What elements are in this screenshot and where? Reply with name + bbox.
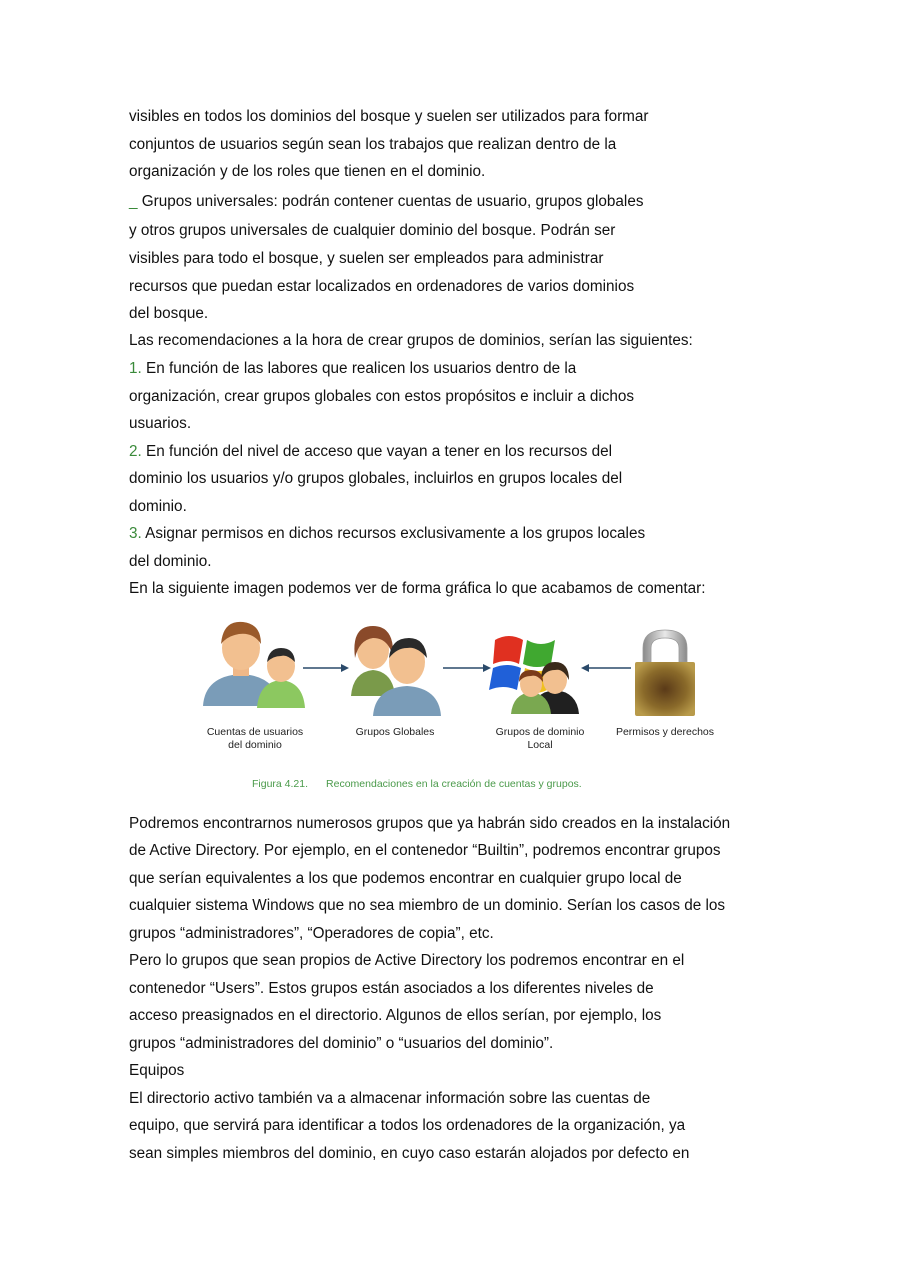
domain-local-label xyxy=(480,726,600,752)
text-span: En función de las labores que realicen los usuarios dentro de la xyxy=(141,360,577,377)
text-line: equipo, que servirá para identificar a todos los ordenadores de la organización, ya xyxy=(129,1117,686,1134)
text-line: visibles en todos los dominios del bosque y suelen ser utilizados para formar xyxy=(129,108,649,125)
figure-caption xyxy=(252,778,582,790)
label-line: del dominio xyxy=(228,739,282,751)
section-heading: Equipos xyxy=(129,1062,185,1079)
text-span: En función del nivel de acceso que vayan a tener en los recursos del xyxy=(141,443,613,460)
text-line: grupos “administradores”, “Operadores de copia”, etc. xyxy=(129,925,494,942)
text-line: que serían equivalentes a los que podemos encontrar en cualquier grupo local de xyxy=(129,870,682,887)
lock-icon xyxy=(635,630,695,716)
text-line: usuarios. xyxy=(129,415,192,432)
recommendations-figure xyxy=(195,618,735,798)
text-line: de Active Directory. Por ejemplo, en el contenedor “Builtin”, podremos encontrar grupos xyxy=(129,842,721,859)
permissions-label: Permisos y derechos xyxy=(615,726,715,738)
user-accounts-label xyxy=(185,726,325,752)
universal-groups-line xyxy=(129,192,643,212)
text-line: cualquier sistema Windows que no sea miembro de un dominio. Serían los casos de los xyxy=(129,897,726,914)
text-line: recursos que puedan estar localizados en ordenadores de varios dominios xyxy=(129,278,635,295)
text-line: sean simples miembros del dominio, en cuyo caso estarán alojados por defecto en xyxy=(129,1145,690,1162)
global-groups-label: Grupos Globales xyxy=(355,726,435,738)
global-groups-icon xyxy=(351,626,441,716)
recommendations-intro: Las recomendaciones a la hora de crear grupos de dominios, serían las siguientes: xyxy=(129,332,693,349)
step-1-line xyxy=(129,359,576,379)
arrow-left-icon xyxy=(581,664,631,672)
label-line: Local xyxy=(527,739,553,751)
caption-text: Recomendaciones en la creación de cuentas y grupos. xyxy=(326,778,582,790)
text-span: Asignar permisos en dichos recursos exclusivamente a los grupos locales xyxy=(141,525,646,542)
text-line: visibles para todo el bosque, y suelen ser empleados para administrar xyxy=(129,250,604,267)
text-line: organización, crear grupos globales con estos propósitos e incluir a dichos xyxy=(129,388,635,405)
image-intro: En la siguiente imagen podemos ver de forma gráfica lo que acabamos de comentar: xyxy=(129,580,706,597)
text-line: grupos “administradores del dominio” o “usuarios del dominio”. xyxy=(129,1035,554,1052)
text-line: El directorio activo también va a almacenar información sobre las cuentas de xyxy=(129,1090,651,1107)
step-number: 3. xyxy=(129,525,142,542)
step-number: 1. xyxy=(129,360,142,377)
text-line: del dominio. xyxy=(129,553,212,570)
bullet-marker: _ xyxy=(129,193,138,210)
step-2-line xyxy=(129,442,612,462)
step-number: 2. xyxy=(129,443,142,460)
text-line: dominio. xyxy=(129,498,187,515)
domain-local-groups-icon xyxy=(489,636,579,714)
arrow-right-icon xyxy=(443,664,491,672)
text-line: contenedor “Users”. Estos grupos están asociados a los diferentes niveles de xyxy=(129,980,654,997)
caption-number: Figura 4.21. xyxy=(252,778,309,790)
label-line: Grupos de dominio xyxy=(495,726,585,738)
text-line: del bosque. xyxy=(129,305,209,322)
text-span: Grupos universales: podrán contener cuentas de usuario, grupos globales xyxy=(137,193,644,210)
arrow-right-icon xyxy=(303,664,349,672)
text-line: acceso preasignados en el directorio. Algunos de ellos serían, por ejemplo, los xyxy=(129,1007,662,1024)
text-line: y otros grupos universales de cualquier dominio del bosque. Podrán ser xyxy=(129,222,616,239)
label-line: Cuentas de usuarios xyxy=(206,726,304,738)
user-accounts-icon xyxy=(203,622,305,708)
text-line: organización y de los roles que tienen en el dominio. xyxy=(129,163,486,180)
text-line: Podremos encontrarnos numerosos grupos que ya habrán sido creados en la instalación xyxy=(129,815,731,832)
text-line: Pero lo grupos que sean propios de Active Directory los podremos encontrar en el xyxy=(129,952,685,969)
text-line: dominio los usuarios y/o grupos globales, incluirlos en grupos locales del xyxy=(129,470,623,487)
text-line: conjuntos de usuarios según sean los trabajos que realizan dentro de la xyxy=(129,136,617,153)
step-3-line xyxy=(129,524,645,544)
